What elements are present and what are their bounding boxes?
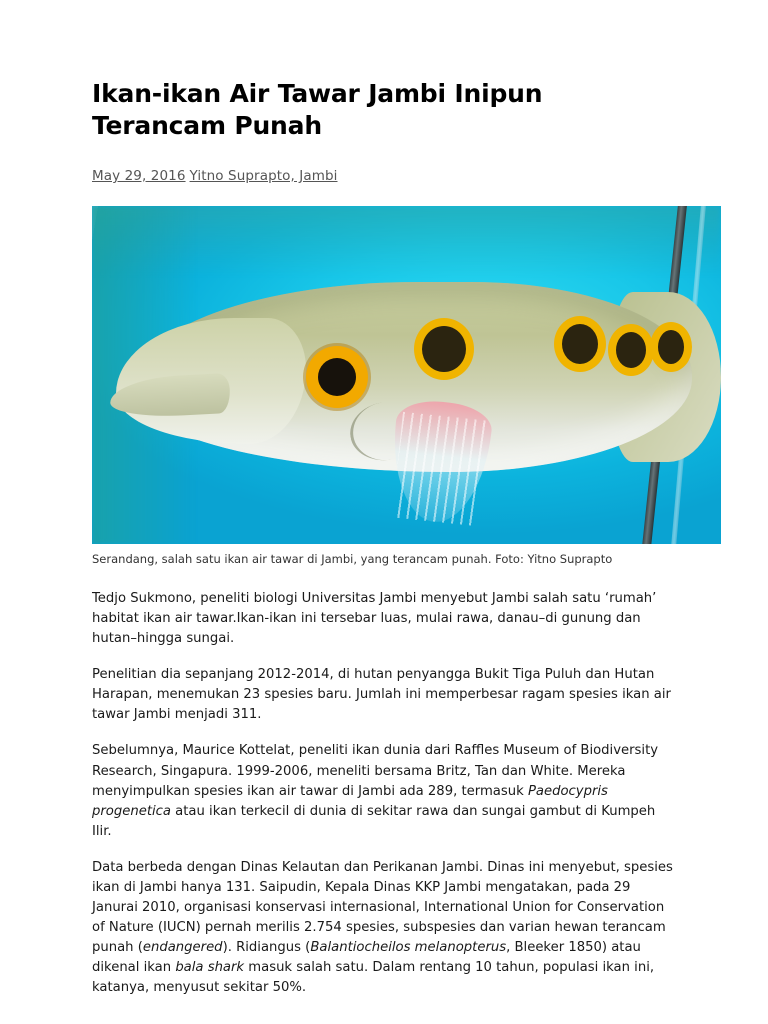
article-figure xyxy=(92,206,721,567)
paragraph xyxy=(92,858,678,998)
article-body xyxy=(92,589,678,998)
byline-date[interactable]: May 29, 2016 xyxy=(92,168,186,184)
fish-spot xyxy=(658,330,684,364)
paragraph: Penelitian dia sepanjang 2012-2014, di hutan penyangga Bukit Tiga Puluh dan Hutan Harapan, menemukan 23 spesies baru. Jumlah ini memperbesar ragam spesies ikan air tawar Jambi menjadi 311. xyxy=(92,667,671,723)
paragraph-text: atau ikan terkecil di dunia di sekitar rawa dan sungai gambut di Kumpeh Ilir. xyxy=(92,803,656,839)
paragraph xyxy=(92,741,678,841)
paragraph-text: Data berbeda dengan Dinas Kelautan dan Perikanan Jambi. Dinas ini menyebut, spesies ikan di Jambi hanya 131. Saipudin, Kepala Dinas KKP Jambi mengatakan, pada 29 Janurai 2010, organisasi konservasi internasional, International Union for Conservation of Nature (IUCN) pernah merilis 2.754 spesies, subspesies dan varian hewan terancam punah ( xyxy=(92,859,673,956)
fish-spot xyxy=(422,326,466,372)
fish-photo xyxy=(92,206,721,544)
term-italic: bala shark xyxy=(175,960,245,976)
paragraph-text: masuk salah satu. Dalam rentang 10 tahun, populasi ikan ini, katanya, menyusut sekitar 50%. xyxy=(92,960,655,996)
byline-author[interactable]: Yitno Suprapto, Jambi xyxy=(189,168,338,184)
species-name-italic: Balantiocheilos melanopterus xyxy=(310,940,507,956)
paragraph-text: Sebelumnya, Maurice Kottelat, peneliti ikan dunia dari Raffles Museum of Biodiversity Research, Singapura. 1999-2006, meneliti bersama Britz, Tan dan White. Mereka menyimpulkan spesies ikan air tawar di Jambi ada 289, termasuk xyxy=(92,743,659,799)
paragraph-text: ). Ridiangus ( xyxy=(222,940,311,956)
term-italic: endangered xyxy=(142,940,223,956)
fish-eye xyxy=(306,346,368,408)
species-name-italic: Paedocypris progenetica xyxy=(92,783,608,819)
figure-caption: Serandang, salah satu ikan air tawar di Jambi, yang terancam punah. Foto: Yitno Suprapto xyxy=(92,552,613,566)
page-title: Ikan-ikan Air Tawar Jambi Inipun Terancam Punah xyxy=(92,79,543,140)
byline xyxy=(92,168,676,184)
paragraph-text: , Bleeker 1850) atau dikenal ikan xyxy=(92,940,641,976)
fish-spot xyxy=(562,324,598,364)
paragraph: Tedjo Sukmono, peneliti biologi Universitas Jambi menyebut Jambi salah satu ‘rumah’ habitat ikan air tawar.Ikan-ikan ini tersebar luas, mulai rawa, danau–di gunung dan hutan–hingga sungai. xyxy=(92,591,657,647)
fish-spot xyxy=(616,332,646,368)
